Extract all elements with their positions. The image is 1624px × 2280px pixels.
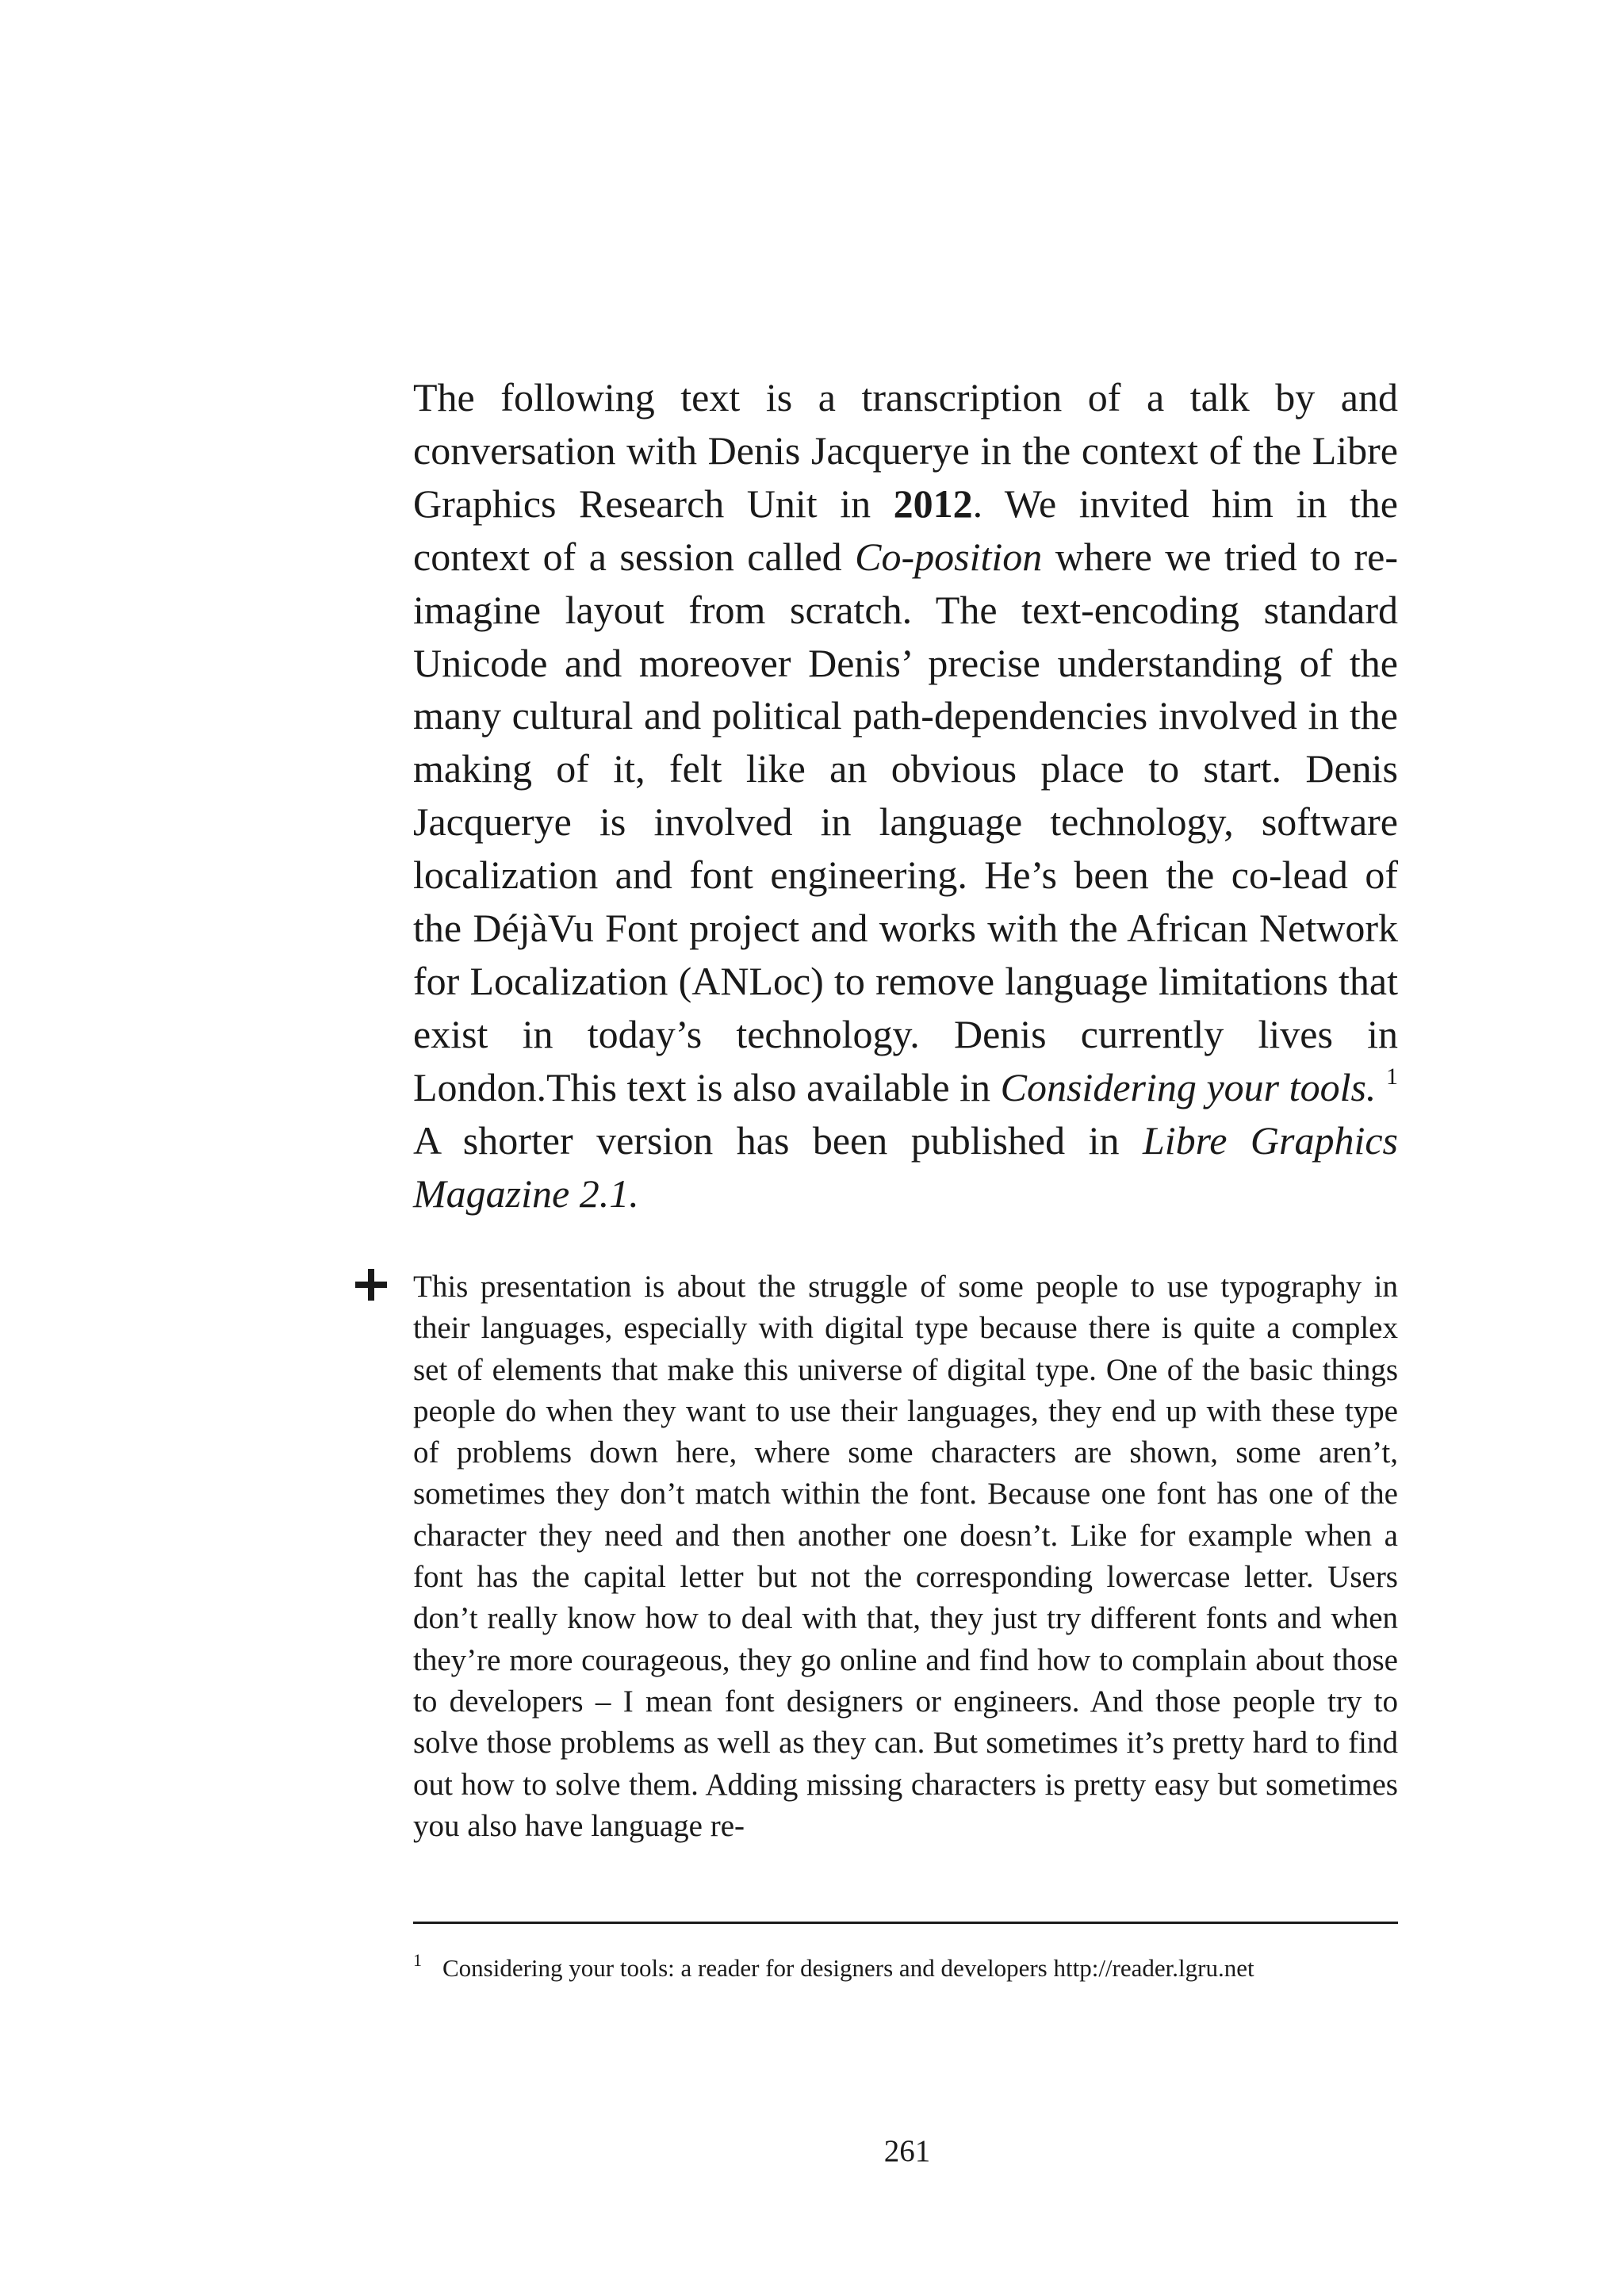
intro-magazine-title: Libre Graphics Magazine 2.1. <box>413 1117 1398 1216</box>
footnote <box>413 1949 1398 1984</box>
footnote-divider <box>413 1922 1398 1924</box>
plus-icon <box>354 1267 389 1302</box>
footnote-reference[interactable]: 1 <box>1386 1063 1399 1090</box>
intro-paragraph <box>413 371 1398 1220</box>
intro-text-1: The following text is a transcription of a talk by and conversation with Denis Jacquerye in the context of the Libre Graphics Research Unit in <box>413 375 1398 526</box>
intro-book-title: Considering your tools. <box>1000 1064 1377 1109</box>
intro-session-title: Co-position <box>855 534 1043 579</box>
intro-year: 2012 <box>893 481 973 526</box>
intro-text-2: . We invited him in the context of a session called <box>413 481 1398 579</box>
transcript-paragraph: This presentation is about the struggle of some people to use typography in their languages, especially with digital type because there is quite a complex set of elements that make this universe of digital type. One of the basic things people do when they want to use their languages, they end up with these type of problems down here, where some characters are shown, some aren’t, sometimes they don’t match within the font. Because one font has one of the character they need and then another one doesn’t. Like for example when a font has the capital letter but not the corresponding lowercase letter. Users don’t really know how to deal with that, they just try different fonts and when they’re more courageous, they go online and find how to complain about those to developers – I mean font designers or engineers. And those people try to solve those problems as well as they can. But sometimes it’s pretty hard to find out how to solve them. Adding missing characters is pretty easy but sometimes you also have language re- <box>413 1270 1398 1843</box>
intro-text-4: A shorter version has been published in <box>413 1117 1143 1163</box>
footnote-number: 1 <box>413 1949 422 1970</box>
intro-text-3: where we tried to re-imagine layout from scratch. The text-encoding standard Unicode and moreover Denis’ precise understanding of the many cultural and political path-dependencies involved in the making of it, felt like an obvious place to start. Denis Jacquerye is involved in language technology, software localization and font engineering. He’s been the co-lead of the DéjàVu Font project and works with the African Network for Localization (ANLoc) to remove language limitations that exist in today’s technology. Denis currently lives in London.This text is also available in <box>413 534 1398 1109</box>
footnote-text: Considering your tools: a reader for designers and developers http://reader.lgru.net <box>442 1954 1254 1982</box>
page-number: 261 <box>883 2134 931 2168</box>
